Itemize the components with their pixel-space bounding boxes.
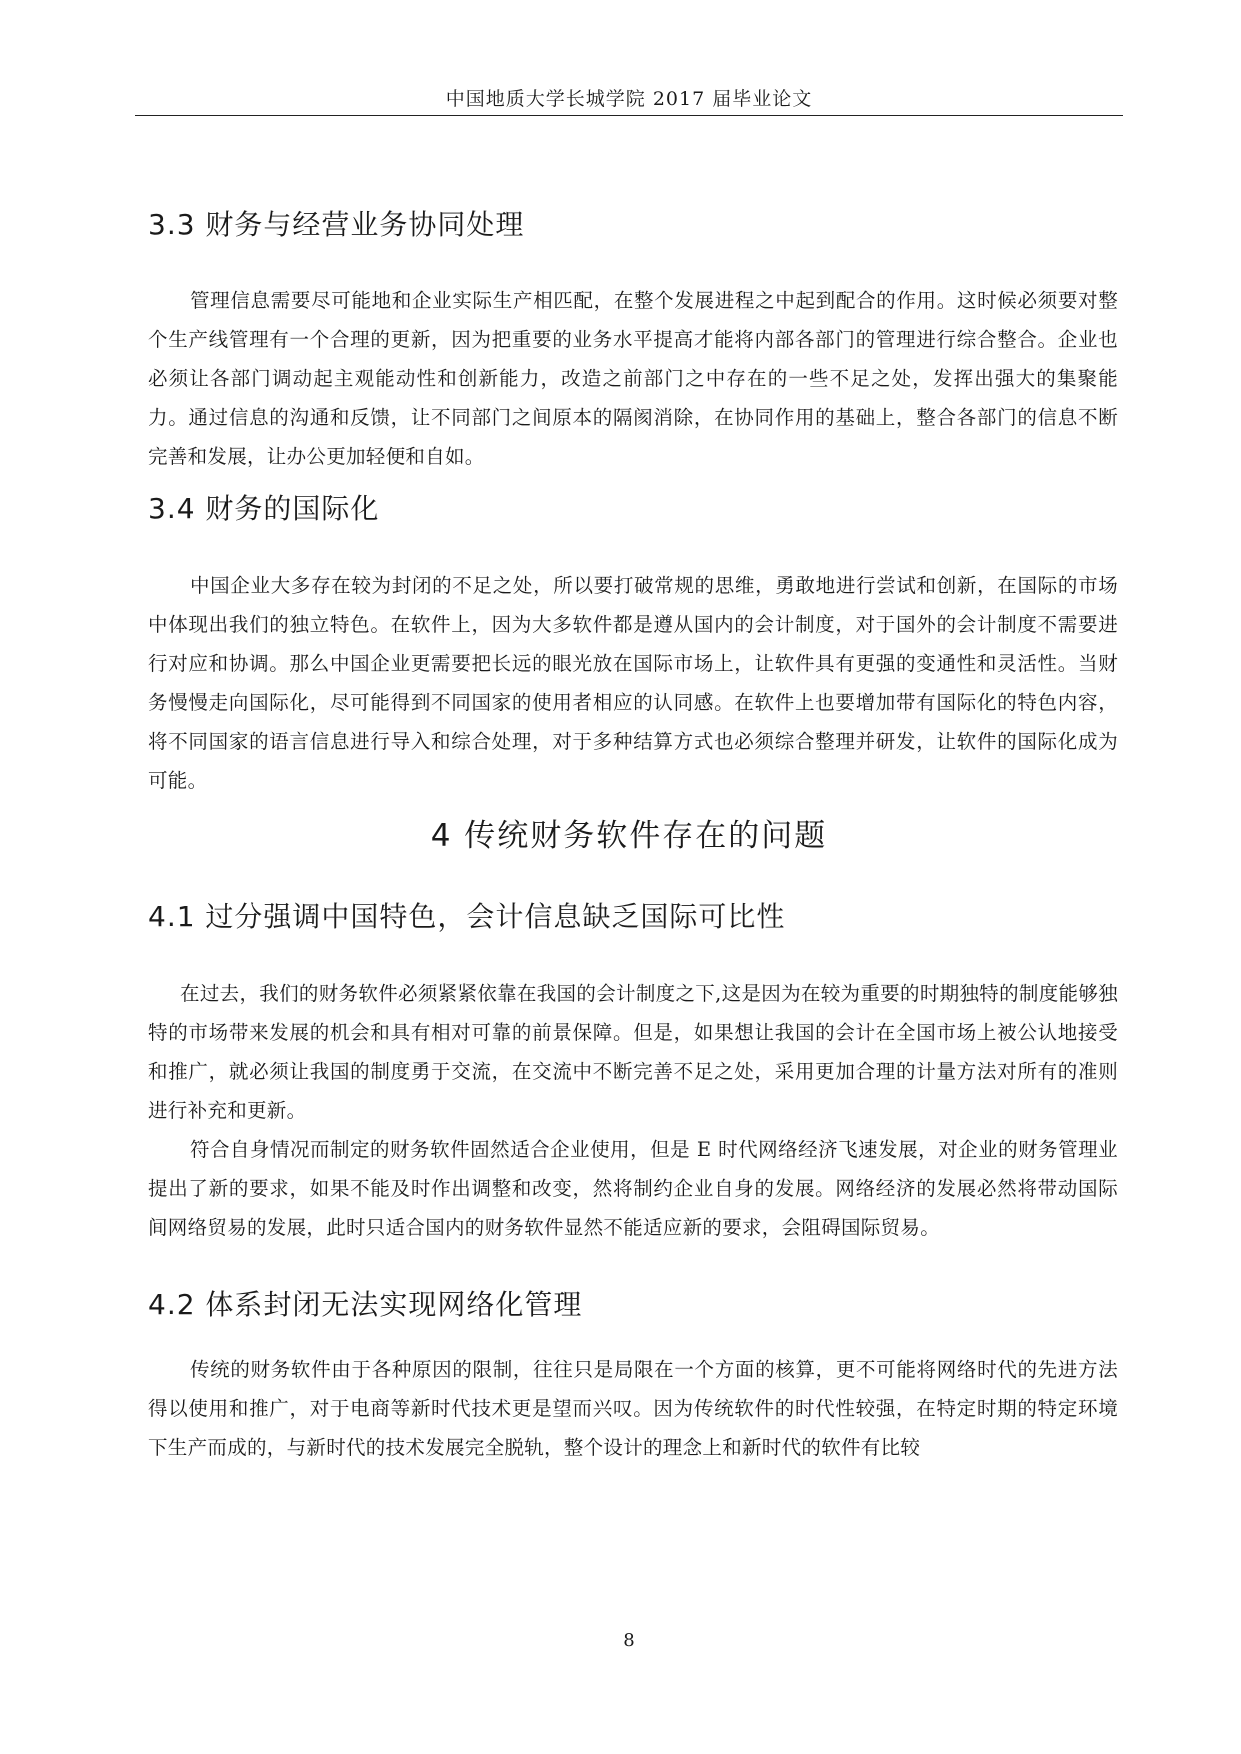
paragraph-3-3-1: 管理信息需要尽可能地和企业实际生产相匹配，在整个发展进程之中起到配合的作用。这时候必须要对整个生产线管理有一个合理的更新，因为把重要的业务水平提高才能将内部各部门的管理进行综合整合。企业也必须让各部门调动起主观能动性和创新能力，改造之前部门之中存在的一些不足之处，发挥出强大的集聚能力。通过信息的沟通和反馈，让不同部门之间原本的隔阂消除，在协同作用的基础上，整合各部门的信息不断完善和发展，让办公更加轻便和自如。 [148,289,1118,468]
paragraph-4-1-1: 在过去，我们的财务软件必须紧紧依靠在我国的会计制度之下,这是因为在较为重要的时期独特的制度能够独特的市场带来发展的机会和具有相对可靠的前景保障。但是，如果想让我国的会计在全国市场上被公认地接受和推广，就必须让我国的制度勇于交流，在交流中不断完善不足之处，采用更加合理的计量方法对所有的准则进行补充和更新。 [148,982,1118,1122]
chapter-heading-4: 4 传统财务软件存在的问题 [430,818,828,854]
page-number: 8 [623,1630,635,1651]
section-heading-4-2: 4.2 体系封闭无法实现网络化管理 [148,1288,583,1321]
header-rule [135,115,1123,116]
paragraph-3-4-1: 中国企业大多存在较为封闭的不足之处，所以要打破常规的思维，勇敢地进行尝试和创新，在国际的市场中体现出我们的独立特色。在软件上，因为大多软件都是遵从国内的会计制度，对于国外的会计制度不需要进行对应和协调。那么中国企业更需要把长远的眼光放在国际市场上，让软件具有更强的变通性和灵活性。当财务慢慢走向国际化，尽可能得到不同国家的使用者相应的认同感。在软件上也要增加带有国际化的特色内容，将不同国家的语言信息进行导入和综合处理，对于多种结算方式也必须综合整理并研发，让软件的国际化成为可能。 [148,574,1118,792]
running-header: 中国地质大学长城学院 2017 届毕业论文 [445,88,813,110]
paragraph-4-2-1: 传统的财务软件由于各种原因的限制，往往只是局限在一个方面的核算，更不可能将网络时代的先进方法得以使用和推广，对于电商等新时代技术更是望而兴叹。因为传统软件的时代性较强，在特定时期的特定环境下生产而成的，与新时代的技术发展完全脱轨，整个设计的理念上和新时代的软件有比较 [148,1358,1118,1459]
section-heading-4-1: 4.1 过分强调中国特色，会计信息缺乏国际可比性 [148,900,786,933]
section-heading-3-4: 3.4 财务的国际化 [148,492,380,525]
paragraph-4-1-2: 符合自身情况而制定的财务软件固然适合企业使用，但是 E 时代网络经济飞速发展，对企业的财务管理业提出了新的要求，如果不能及时作出调整和改变，然将制约企业自身的发展。网络经济的发展必然将带动国际间网络贸易的发展，此时只适合国内的财务软件显然不能适应新的要求，会阻碍国际贸易。 [148,1138,1118,1239]
section-heading-3-3: 3.3 财务与经营业务协同处理 [148,208,525,241]
